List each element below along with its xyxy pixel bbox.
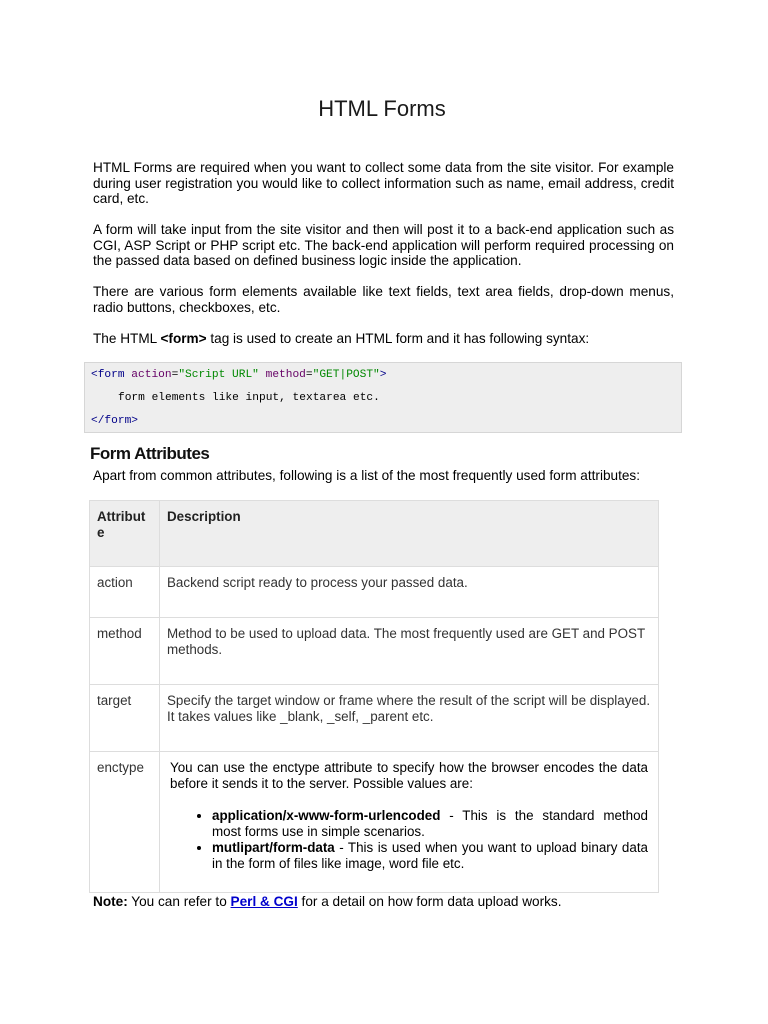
code-line-1: [91, 369, 386, 381]
list-item: [212, 840, 648, 872]
attributes-table: [89, 500, 659, 893]
form-attributes-intro: Apart from common attributes, following is a list of the most frequently used form attributes:: [93, 468, 641, 483]
attribute-description: [160, 752, 659, 893]
list-item: [212, 808, 648, 840]
intro-paragraph-3: There are various form elements available like text fields, text area fields, drop-down menus, radio buttons, checkboxes, etc.: [93, 284, 674, 315]
enctype-value-term: mutlipart/form-data: [212, 840, 335, 855]
form-attributes-heading: Form Attributes: [90, 444, 210, 463]
code-line-2: form elements like input, textarea etc.: [118, 392, 380, 404]
column-header-description: Description: [160, 501, 659, 567]
attribute-name: method: [90, 618, 160, 685]
form-tag-inline: <form>: [160, 331, 207, 346]
code-attr-method: method: [265, 369, 306, 381]
attribute-description: Specify the target window or frame where the result of the script will be displayed. It takes values like _blank, _self, _parent etc.: [160, 685, 659, 752]
column-header-attribute: Attribut e: [90, 501, 160, 567]
note: [93, 894, 562, 909]
perl-cgi-link[interactable]: Perl & CGI: [230, 894, 298, 909]
syntax-intro-after: tag is used to create an HTML form and it has following syntax:: [206, 331, 590, 346]
code-block: [84, 362, 682, 433]
code-val-action: "Script URL": [178, 369, 259, 381]
attribute-description: Backend script ready to process your passed data.: [160, 567, 659, 618]
enctype-value-text: - This is used when you want to upload binary data in the form of files like image, word file etc.: [212, 840, 648, 871]
note-after: for a detail on how form data upload works.: [297, 894, 562, 909]
note-label: Note:: [93, 894, 128, 909]
enctype-value-text: - This is the standard method most forms use in simple scenarios.: [212, 808, 648, 839]
code-close-bracket: >: [379, 369, 387, 381]
table-row: [90, 567, 659, 618]
table-row: [90, 752, 659, 893]
intro-paragraph-1: HTML Forms are required when you want to collect some data from the site visitor. For example during user registration you would like to collect information such as name, email address, credit card, etc.: [93, 160, 674, 207]
code-eq-1: =: [171, 369, 179, 381]
intro-paragraph-2: A form will take input from the site visitor and then will post it to a back-end application such as CGI, ASP Script or PHP script etc. The back-end application will perform required processing on the passed data based on defined business logic inside the application.: [93, 222, 674, 269]
code-attr-action: action: [131, 369, 172, 381]
syntax-intro: [93, 331, 674, 347]
table-header-row: [90, 501, 659, 567]
enctype-description: You can use the enctype attribute to specify how the browser encodes the data before it sends it to the server. Possible values are:: [170, 760, 648, 791]
code-line-3: </form>: [91, 415, 138, 427]
code-eq-2: =: [305, 369, 313, 381]
attribute-description: Method to be used to upload data. The most frequently used are GET and POST methods.: [160, 618, 659, 685]
code-open-tag: <form: [91, 369, 125, 381]
attribute-name: target: [90, 685, 160, 752]
code-val-method: "GET|POST": [312, 369, 380, 381]
syntax-intro-before: The HTML: [93, 331, 161, 346]
enctype-value-term: application/x-www-form-urlencoded: [212, 808, 441, 823]
attribute-name: enctype: [90, 752, 160, 893]
table-row: [90, 618, 659, 685]
page-title: HTML Forms: [318, 96, 446, 121]
enctype-values-list: [167, 808, 651, 872]
attribute-name: action: [90, 567, 160, 618]
note-before: You can refer to: [127, 894, 231, 909]
table-row: [90, 685, 659, 752]
